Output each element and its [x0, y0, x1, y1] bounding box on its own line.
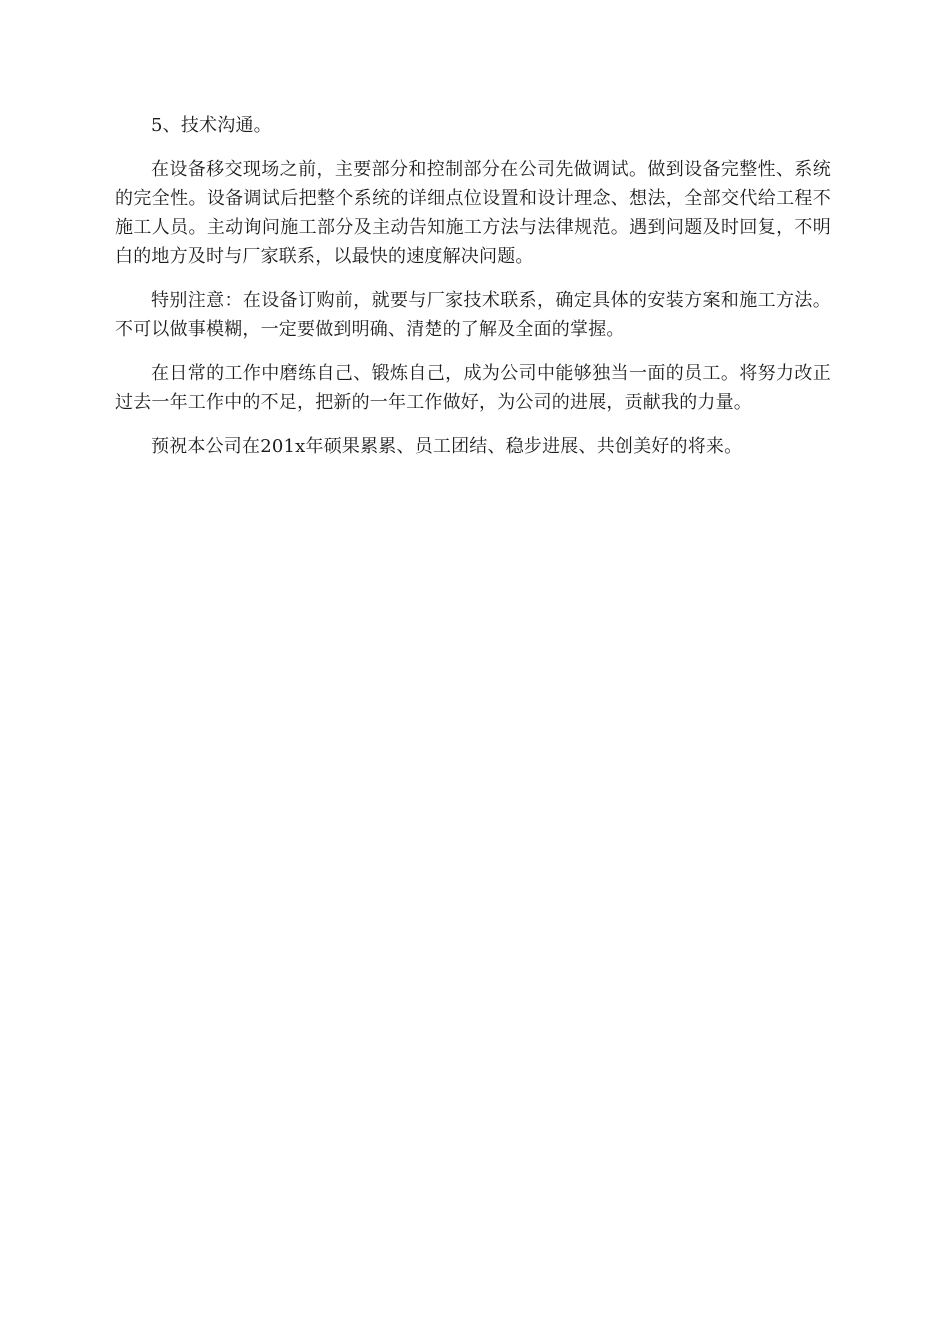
paragraph-special-note: 特别注意：在设备订购前，就要与厂家技术联系，确定具体的安装方案和施工方法。不可以做事模糊，一定要做到明确、清楚的了解及全面的掌握。	[115, 290, 831, 340]
document-body	[115, 111, 831, 476]
section-heading-tech-communication: 5、技术沟通。	[151, 115, 272, 136]
paragraph-closing-wishes: 预祝本公司在201x年硕果累累、员工团结、稳步进展、共创美好的将来。	[151, 436, 743, 457]
paragraph-equipment-handover: 在设备移交现场之前，主要部分和控制部分在公司先做调试。做到设备完整性、系统的完全性。设备调试后把整个系统的详细点位设置和设计理念、想法，全部交代给工程不施工人员。主动询问施工部分及主动告知施工方法与法律规范。遇到问题及时回复，不明白的地方及时与厂家联系，以最快的速度解决问题。	[115, 159, 831, 267]
paragraph-self-improvement: 在日常的工作中磨练自己、锻炼自己，成为公司中能够独当一面的员工。将努力改正过去一年工作中的不足，把新的一年工作做好，为公司的进展，贡献我的力量。	[115, 363, 831, 413]
